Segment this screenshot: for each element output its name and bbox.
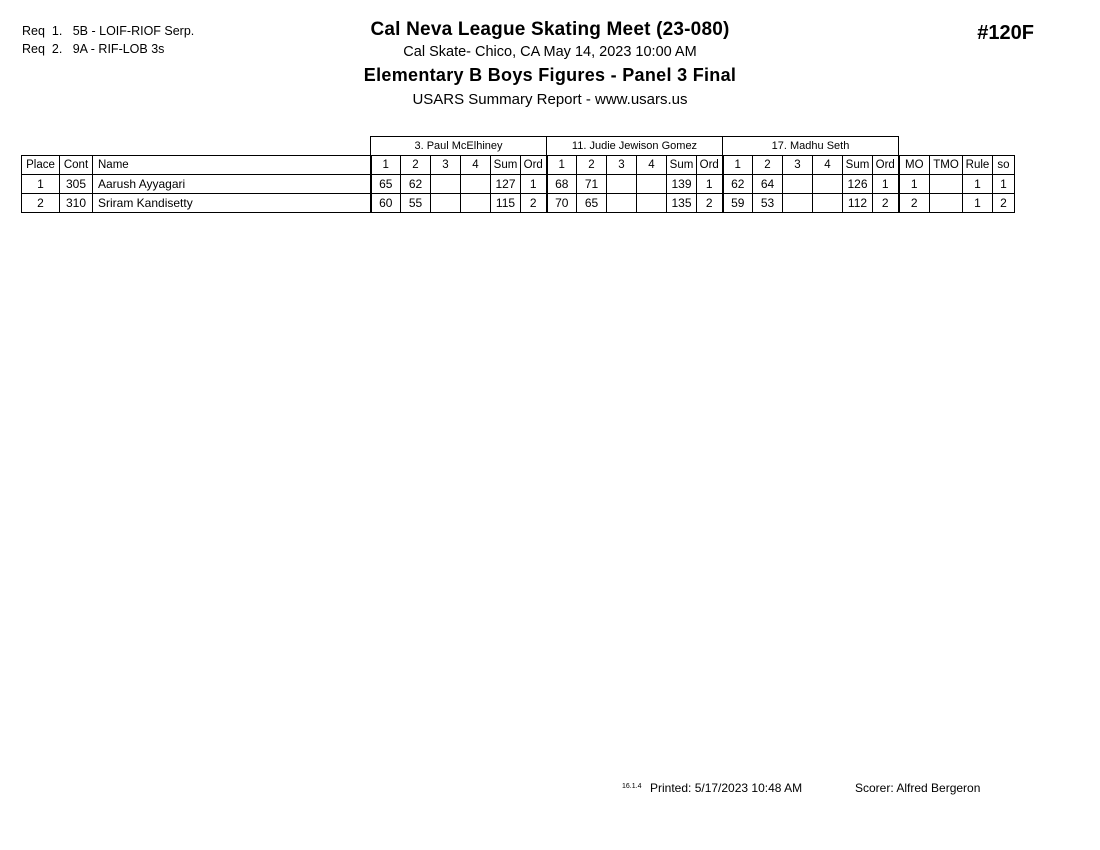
spacer-cell xyxy=(22,137,60,156)
header-j1-score-1: 1 xyxy=(371,156,401,175)
header-j2-score-2: 2 xyxy=(577,156,607,175)
row-j2-score-2: 71 xyxy=(577,175,607,194)
spacer-cell xyxy=(60,137,93,156)
row-rule: 1 xyxy=(963,194,993,213)
scorer-name: Scorer: Alfred Bergeron xyxy=(855,781,981,795)
row-cont: 305 xyxy=(60,175,93,194)
row-j3-sum: 126 xyxy=(843,175,873,194)
header-j3-score-2: 2 xyxy=(753,156,783,175)
row-j2-score-4 xyxy=(637,175,667,194)
header-j2-score-1: 1 xyxy=(547,156,577,175)
report-source-line: USARS Summary Report - www.usars.us xyxy=(412,91,688,108)
table-row xyxy=(22,194,1015,213)
row-j1-score-3 xyxy=(431,175,461,194)
row-j1-score-2: 62 xyxy=(401,175,431,194)
row-tmo xyxy=(930,175,963,194)
spacer-cell xyxy=(963,137,993,156)
meet-subtitle: Cal Skate- Chico, CA May 14, 2023 10:00 AM xyxy=(403,44,697,60)
column-header-row xyxy=(22,156,1015,175)
row-j1-sum: 115 xyxy=(491,194,521,213)
header-rule: Rule xyxy=(963,156,993,175)
header-cont: Cont xyxy=(60,156,93,175)
spacer-cell xyxy=(930,137,963,156)
row-j2-ord: 2 xyxy=(697,194,723,213)
row-cont: 310 xyxy=(60,194,93,213)
row-j3-score-4 xyxy=(813,175,843,194)
row-so: 1 xyxy=(993,175,1015,194)
row-j3-score-2: 53 xyxy=(753,194,783,213)
row-name: Sriram Kandisetty xyxy=(93,194,371,213)
row-j2-score-4 xyxy=(637,194,667,213)
header-mo: MO xyxy=(899,156,930,175)
header-j1-score-2: 2 xyxy=(401,156,431,175)
row-mo: 2 xyxy=(899,194,930,213)
row-j3-score-4 xyxy=(813,194,843,213)
results-table-wrapper xyxy=(21,136,1015,213)
row-j2-sum: 135 xyxy=(667,194,697,213)
header-j3-score-3: 3 xyxy=(783,156,813,175)
meet-title: Cal Neva League Skating Meet (23-080) xyxy=(370,19,730,40)
row-j1-sum: 127 xyxy=(491,175,521,194)
event-title: Elementary B Boys Figures - Panel 3 Final xyxy=(363,65,737,85)
row-j1-score-4 xyxy=(461,194,491,213)
header-j2-ord: Ord xyxy=(697,156,723,175)
row-j1-score-1: 60 xyxy=(371,194,401,213)
row-j3-score-1: 59 xyxy=(723,194,753,213)
row-j3-sum: 112 xyxy=(843,194,873,213)
spacer-cell xyxy=(899,137,930,156)
row-j1-ord: 1 xyxy=(521,175,547,194)
header-j3-score-4: 4 xyxy=(813,156,843,175)
spacer-cell xyxy=(93,137,371,156)
row-j2-sum: 139 xyxy=(667,175,697,194)
requirement-line-1: Req 1. 5B - LOIF-RIOF Serp. xyxy=(22,24,195,38)
header-j3-score-1: 1 xyxy=(723,156,753,175)
row-name: Aarush Ayyagari xyxy=(93,175,371,194)
row-j2-score-1: 70 xyxy=(547,194,577,213)
header-j2-score-4: 4 xyxy=(637,156,667,175)
row-place: 2 xyxy=(22,194,60,213)
event-number: #120F xyxy=(977,22,1034,44)
row-j3-score-1: 62 xyxy=(723,175,753,194)
row-j1-score-2: 55 xyxy=(401,194,431,213)
judge-2-name: 11. Judie Jewison Gomez xyxy=(547,137,723,156)
row-tmo xyxy=(930,194,963,213)
row-j2-score-3 xyxy=(607,175,637,194)
row-j3-score-3 xyxy=(783,175,813,194)
header-j3-ord: Ord xyxy=(873,156,899,175)
row-so: 2 xyxy=(993,194,1015,213)
judge-3-name: 17. Madhu Seth xyxy=(723,137,899,156)
judge-header-row xyxy=(22,137,1015,156)
header-j2-sum: Sum xyxy=(667,156,697,175)
row-j2-score-2: 65 xyxy=(577,194,607,213)
row-j1-score-1: 65 xyxy=(371,175,401,194)
row-j2-score-1: 68 xyxy=(547,175,577,194)
header-j1-sum: Sum xyxy=(491,156,521,175)
row-place: 1 xyxy=(22,175,60,194)
header-j3-sum: Sum xyxy=(843,156,873,175)
requirement-line-2: Req 2. 9A - RIF-LOB 3s xyxy=(22,42,165,56)
table-row xyxy=(22,175,1015,194)
row-mo: 1 xyxy=(899,175,930,194)
row-j3-ord: 2 xyxy=(873,194,899,213)
title-block xyxy=(0,18,1100,111)
row-j3-ord: 1 xyxy=(873,175,899,194)
results-table xyxy=(21,136,1015,213)
header-tmo: TMO xyxy=(930,156,963,175)
row-j1-score-4 xyxy=(461,175,491,194)
header-j1-score-4: 4 xyxy=(461,156,491,175)
printed-timestamp: Printed: 5/17/2023 10:48 AM xyxy=(650,781,803,795)
row-j1-ord: 2 xyxy=(521,194,547,213)
row-j3-score-3 xyxy=(783,194,813,213)
row-j2-ord: 1 xyxy=(697,175,723,194)
row-rule: 1 xyxy=(963,175,993,194)
header-place: Place xyxy=(22,156,60,175)
header-j1-ord: Ord xyxy=(521,156,547,175)
row-j2-score-3 xyxy=(607,194,637,213)
spacer-cell xyxy=(993,137,1015,156)
header-so: so xyxy=(993,156,1015,175)
header-j1-score-3: 3 xyxy=(431,156,461,175)
version-label: 16.1.4 xyxy=(622,783,642,790)
row-j3-score-2: 64 xyxy=(753,175,783,194)
row-j1-score-3 xyxy=(431,194,461,213)
judge-1-name: 3. Paul McElhiney xyxy=(371,137,547,156)
header-name: Name xyxy=(93,156,371,175)
header-j2-score-3: 3 xyxy=(607,156,637,175)
